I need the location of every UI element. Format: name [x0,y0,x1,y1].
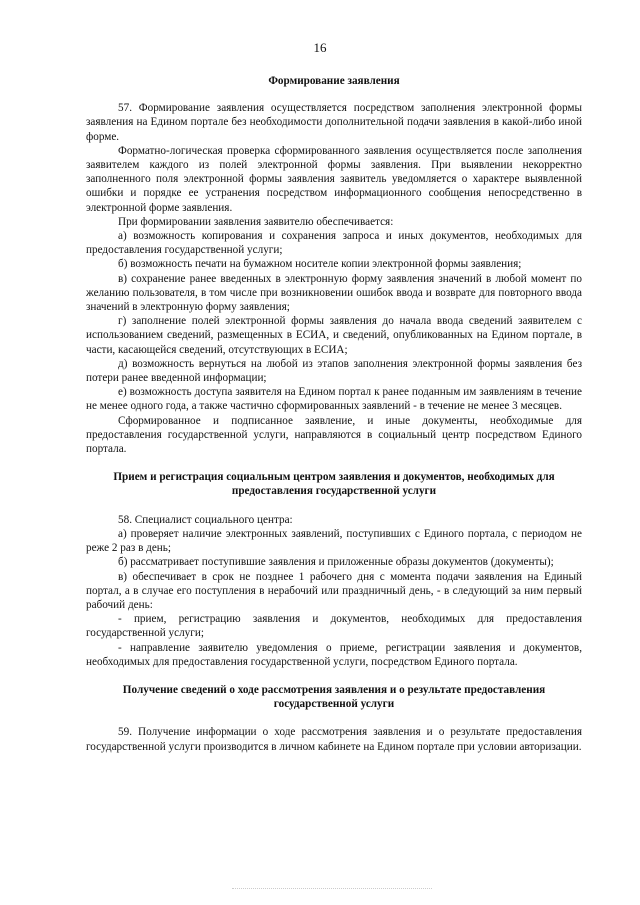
paragraph: 57. Формирование заявления осуществляется посредством заполнения электронной формы заявления на Едином портале без необходимости дополнительной подачи заявления в какой-либо иной форме. [86,102,582,143]
document-body [86,74,582,754]
list-item: б) рассматривает поступившие заявления и приложенные образы документов (документы); [118,556,554,569]
paragraph: 58. Специалист социального центра: [118,513,293,526]
scan-artifact-line [232,888,432,889]
list-item: е) возможность доступа заявителя на Едином портал к ранее поданным им заявлениям в течение не менее одного года, а также частично сформированных заявлений - в течение не менее 3 месяцев. [86,386,582,413]
list-item: а) возможность копирования и сохранения запроса и иных документов, необходимых для предоставления государственной услуги; [86,230,582,257]
section-heading: Прием и регистрация социальным центром заявления и документов, необходимых для предоставления государственной услуги [113,471,555,498]
list-item: г) заполнение полей электронной формы заявления до начала ввода сведений заявителем с использованием сведений, размещенных в ЕСИА, и сведений, опубликованных на Едином портале, в части, касающейся сведений, отсутствующих в ЕСИА; [86,315,582,356]
paragraph: Сформированное и подписанное заявление, и иные документы, необходимые для предоставления государственной услуги, направляются в социальный центр посредством Единого портала. [86,414,582,456]
page-number: 16 [313,40,327,55]
list-item: - направление заявителю уведомления о приеме, регистрации заявления и документов, необходимых для предоставления государственной услуги, посредством Единого портала. [86,641,582,668]
list-item: а) проверяет наличие электронных заявлений, поступивших с Единого портала, с периодом не реже 2 раз в день; [86,527,582,555]
paragraph: Форматно-логическая проверка сформированного заявления осуществляется после заполнения заявителем каждого из полей электронной формы заявления. При выявлении некорректно заполненного поля электронной формы заявления заявитель уведомляется о характере выявленной ошибки и порядке ее устранения посредством информационного сообщения непосредственно в электронной форме заявления. [86,144,582,214]
section-heading: Получение сведений о ходе рассмотрения заявления и о результате предоставления государственной услуги [122,683,546,711]
paragraph: При формировании заявления заявителю обеспечивается: [118,215,394,228]
list-item: в) сохранение ранее введенных в электронную форму заявления значений в любой момент по желанию пользователя, в том числе при возникновении ошибок ввода и возврате для повторного ввода значений в электронную форму заявления; [86,272,582,314]
list-item: - прием, регистрацию заявления и документов, необходимых для предоставления государственной услуги; [86,613,582,640]
list-item: б) возможность печати на бумажном носителе копии электронной формы заявления; [118,258,522,271]
list-item: д) возможность вернуться на любой из этапов заполнения электронной формы заявления без потери ранее введенной информации; [86,357,582,385]
paragraph: 59. Получение информации о ходе рассмотрения заявления и о результате предоставления государственной услуги производится в личном кабинете на Едином портале при условии авторизации. [86,726,582,753]
section-heading: Формирование заявления [268,75,400,87]
list-item: в) обеспечивает в срок не позднее 1 рабочего дня с момента подачи заявления на Единый портал, а в случае его поступления в нерабочий или праздничный день, - в следующий за ним первый рабочий день: [86,570,582,611]
